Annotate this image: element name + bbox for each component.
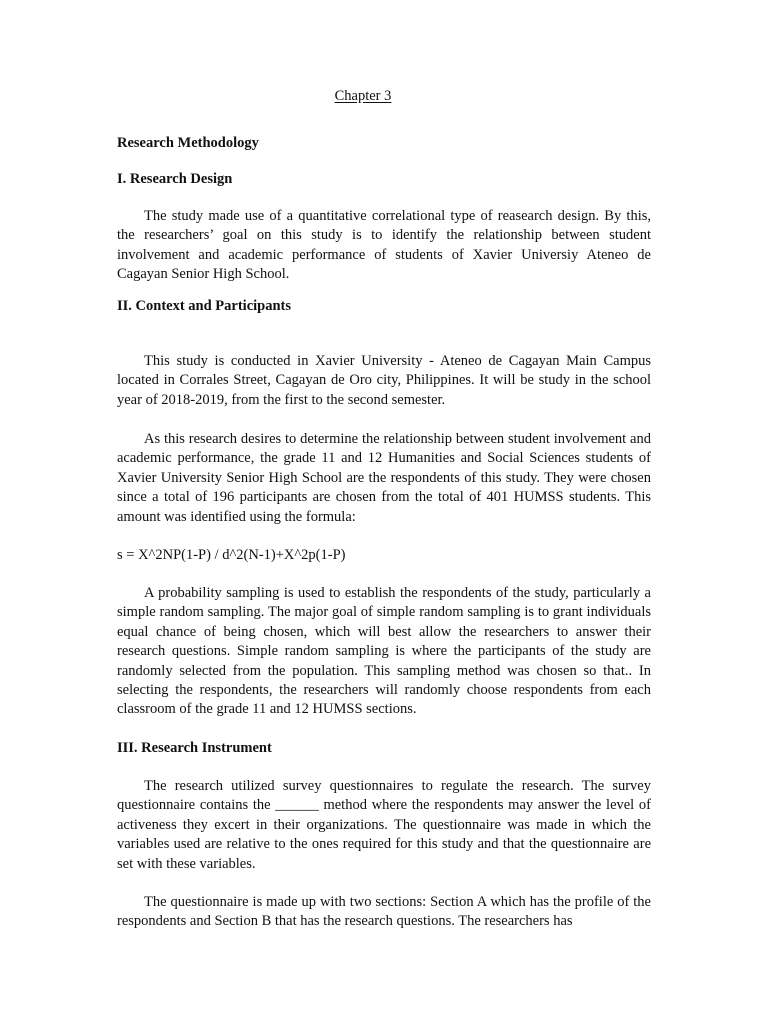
paragraph-instrument-sections: The questionnaire is made up with two sections: Section A which has the profile of the respondents and Section B that has the research questions. The researchers has [117,894,651,930]
section-heading-research-instrument: III. Research Instrument [117,740,272,756]
document-page [117,0,651,1024]
section-heading-context-participants: II. Context and Participants [117,298,292,314]
paragraph-context-respondents: As this research desires to determine the relationship between student involvement and academic performance, the grade 11 and 12 Humanities and Social Sciences students of Xavier University Senior High School are the respondents of this study. They were chosen since a total of 196 participants are chosen from the total of 401 HUMSS students. This amount was identified using the formula: [117,431,651,525]
paragraph-sampling-method: A probability sampling is used to establish the respondents of the study, particularly a simple random sampling. The major goal of simple random sampling is to grant individuals equal chance of being chosen, which will best allow the researchers to answer their research questions. Simple random sampling is where the participants of the study are randomly selected from the population. This sampling method was chosen so that.. In selecting the respondents, the researchers will randomly choose respondents from each classroom of the grade 11 and 12 HUMSS sections. [117,585,651,718]
paragraph-context-location: This study is conducted in Xavier University - Ateneo de Cagayan Main Campus located in Corrales Street, Cagayan de Oro city, Philippines. It will be study in the school year of 2018-2019, from the first to the second semester. [117,353,651,408]
document-title: Research Methodology [117,135,259,151]
section-heading-research-design: I. Research Design [117,171,233,187]
sampling-formula: s = X^2NP(1-P) / d^2(N-1)+X^2p(1-P) [117,547,346,563]
paragraph-research-design: The study made use of a quantitative correlational type of reasearch design. By this, the researchers’ goal on this study is to identify the relationship between student involvement and academic performance of students of Xavier Universiy Ateneo de Cagayan Senior High School. [117,208,651,283]
paragraph-instrument-survey: The research utilized survey questionnaires to regulate the research. The survey questionnaire contains the ______ method where the respondents may answer the level of activeness they excert in their organizations. The questionnaire was made in which the variables used are relative to the ones required for this study and that the questionnaire are set with these variables. [117,778,651,872]
chapter-label: Chapter 3 [334,88,392,104]
